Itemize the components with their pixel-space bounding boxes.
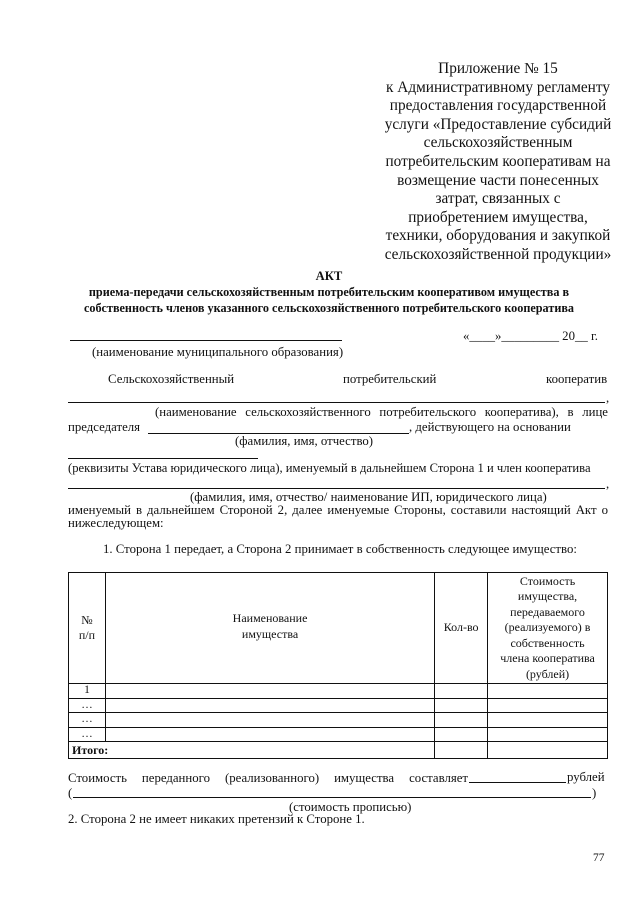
appendix-line: затрат, связанных с	[435, 190, 561, 208]
cost-unit: рублей	[567, 770, 605, 784]
col-number-line: п/п	[78, 628, 96, 642]
cost-in-words-caption: (стоимость прописью)	[289, 800, 412, 814]
col-name-header	[105, 573, 434, 684]
municipality-caption: (наименование муниципального образования)	[92, 345, 344, 359]
fio-caption: (фамилия, имя, отчество)	[235, 434, 374, 448]
row-qty-cell[interactable]	[435, 713, 488, 728]
named-text-line-2: нижеследующем:	[68, 516, 164, 530]
appendix-line: потребительским кооперативам на	[385, 152, 611, 170]
title-line-1: приема-передачи сельскохозяйственным потребительским кооперативом имущества в	[88, 285, 570, 299]
table-header-row	[69, 573, 608, 684]
col-qty-header: Кол-во	[435, 573, 488, 684]
row-number-cell: …	[69, 713, 106, 728]
appendix-line: услуги «Предоставление субсидий	[384, 115, 612, 133]
col-value-line: (реализуемого) в	[504, 620, 591, 635]
date-field[interactable]: «____»_________ 20__ г.	[463, 329, 598, 343]
document-title	[60, 268, 598, 316]
col-value-line: передаваемого	[510, 604, 585, 619]
appendix-line: Приложение № 15	[438, 60, 558, 77]
col-value-line: имущества,	[517, 589, 578, 604]
table-row	[69, 727, 608, 742]
cost-paren-open: (	[68, 786, 73, 800]
charter-blank[interactable]	[68, 458, 258, 459]
row-qty-cell[interactable]	[435, 684, 488, 699]
coop-name-caption-text: (наименование сельскохозяйственного потребительского кооператива), в лице	[155, 405, 608, 419]
appendix-line: предоставления государственной	[389, 97, 607, 115]
table-row	[69, 713, 608, 728]
col-number-header	[69, 573, 106, 684]
member-line-end: ,	[606, 477, 610, 491]
col-name-line: имущества	[241, 626, 299, 641]
row-number-cell: …	[69, 698, 106, 713]
row-qty-cell[interactable]	[435, 698, 488, 713]
title-line-2: собственность членов указанного сельскохозяйственного потребительского кооператива	[83, 301, 575, 315]
act-heading: АКТ	[315, 269, 343, 283]
total-qty-cell[interactable]	[435, 742, 488, 759]
coop-word-2: потребительский	[343, 372, 437, 386]
col-value-line: члена кооператива	[500, 651, 595, 666]
coop-word-3: кооператив	[546, 372, 608, 386]
table-total-row	[69, 742, 608, 759]
municipality-blank[interactable]	[70, 340, 342, 341]
row-qty-cell[interactable]	[435, 727, 488, 742]
total-label: Итого:	[69, 742, 435, 759]
named-text-line-1: именуемый в дальнейшем Стороной 2, далее именуемые Стороны, составили настоящий Акт о	[68, 503, 608, 517]
table-row	[69, 698, 608, 713]
page-number: 77	[593, 852, 605, 864]
col-name-line: Наименование	[232, 611, 308, 625]
row-name-cell[interactable]	[105, 727, 434, 742]
col-number-line: №	[81, 612, 93, 627]
property-table	[68, 572, 608, 759]
col-value-line: собственность	[510, 635, 585, 650]
cost-paren-close: )	[592, 786, 597, 800]
appendix-line: приобретением имущества,	[408, 208, 588, 226]
item-1-text: 1. Сторона 1 передает, а Сторона 2 принимает в собственность следующее имущество:	[103, 542, 577, 556]
appendix-line: техники, оборудования и закупкой	[385, 227, 611, 245]
appendix-line: возмещение части понесенных	[397, 171, 599, 189]
coop-line-end: ,	[606, 391, 610, 405]
row-value-cell[interactable]	[488, 684, 608, 699]
total-value-cell[interactable]	[488, 742, 608, 759]
charter-text: (реквизиты Устава юридического лица), именуемый в дальнейшем Сторона 1 и член кооператива	[68, 461, 591, 475]
col-value-line: Стоимость	[519, 573, 576, 588]
coop-name-blank[interactable]	[68, 402, 605, 403]
col-value-line: (рублей)	[525, 666, 570, 681]
appendix-line: сельскохозяйственным	[423, 134, 573, 152]
row-name-cell[interactable]	[105, 684, 434, 699]
chairman-label: председателя	[68, 420, 141, 434]
col-value-header	[488, 573, 608, 684]
member-caption: (фамилия, имя, отчество/ наименование ИП, юридического лица)	[190, 490, 547, 504]
row-value-cell[interactable]	[488, 727, 608, 742]
member-blank[interactable]	[68, 488, 605, 489]
row-name-cell[interactable]	[105, 713, 434, 728]
cost-amount-blank[interactable]	[469, 782, 566, 783]
coop-word-1: Сельскохозяйственный	[108, 372, 235, 386]
row-value-cell[interactable]	[488, 713, 608, 728]
cost-in-words-blank[interactable]	[73, 797, 591, 798]
table-row	[69, 684, 608, 699]
row-name-cell[interactable]	[105, 698, 434, 713]
item-2-text: 2. Сторона 2 не имеет никаких претензий к Стороне 1.	[68, 812, 365, 826]
chairman-basis-text: , действующего на основании	[409, 420, 571, 434]
row-number-cell: …	[69, 727, 106, 742]
row-value-cell[interactable]	[488, 698, 608, 713]
appendix-line: сельскохозяйственной продукции»	[384, 245, 612, 263]
appendix-header	[383, 60, 613, 265]
appendix-line: к Административному регламенту	[386, 78, 610, 96]
row-number-cell: 1	[69, 684, 106, 699]
cost-line-text: Стоимость переданного (реализованного) имущества составляет	[68, 771, 468, 785]
